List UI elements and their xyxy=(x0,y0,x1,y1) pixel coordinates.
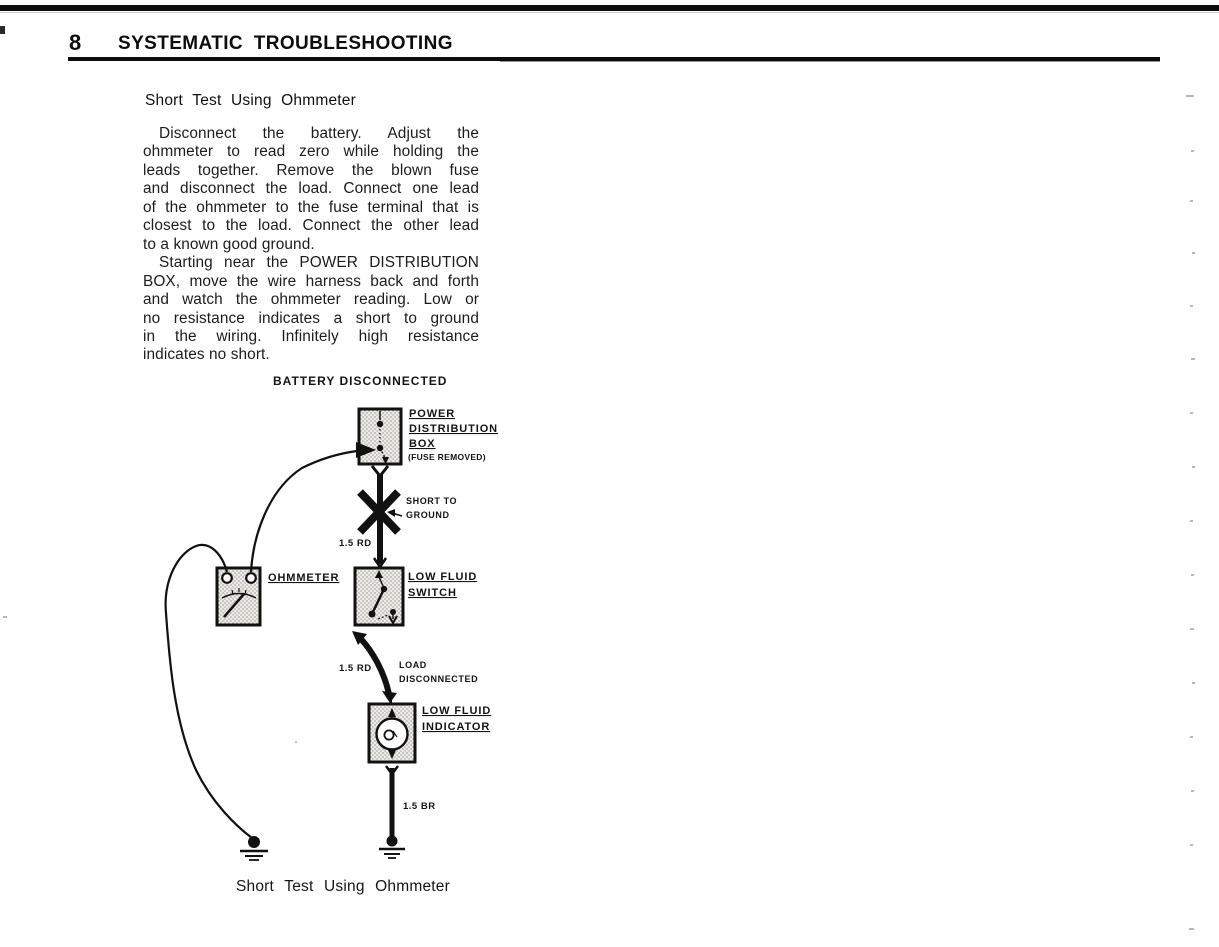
load-disconnected-label: DISCONNECTED xyxy=(399,674,479,684)
wire-label-rd-1: 1.5 RD xyxy=(339,538,372,549)
text-line: indicates no short. xyxy=(143,346,270,364)
scan-speck xyxy=(1190,200,1193,202)
text-line: no resistance indicates a short to ground xyxy=(143,309,479,327)
wire-indicator-to-ground xyxy=(386,766,398,836)
scan-speck xyxy=(3,616,7,618)
scan-speck xyxy=(1190,628,1194,630)
scan-top-border xyxy=(0,5,1219,11)
ohmmeter-terminal xyxy=(246,573,256,583)
scan-speck xyxy=(1192,682,1195,684)
text-line: of the ohmmeter to the fuse terminal that is xyxy=(143,198,479,216)
wire-label-rd-2: 1.5 RD xyxy=(339,663,372,674)
ground-symbol-left xyxy=(240,836,268,860)
page-title: SYSTEMATIC TROUBLESHOOTING xyxy=(118,33,453,54)
text-line: and disconnect the load. Connect one lead xyxy=(143,180,479,198)
scan-noise-line xyxy=(0,12,1219,13)
power-distribution-box-label: DISTRIBUTION xyxy=(409,423,499,435)
text-line: ohmmeter to read zero while holding the xyxy=(143,143,479,161)
diagram-title: BATTERY DISCONNECTED xyxy=(273,374,448,388)
low-fluid-switch-label: SWITCH xyxy=(408,587,457,599)
power-distribution-box-label: POWER xyxy=(409,408,456,420)
scan-speck xyxy=(1190,520,1193,522)
page-number: 8 xyxy=(69,30,82,55)
low-fluid-indicator xyxy=(369,698,415,762)
text-line: BOX, move the wire harness back and forth xyxy=(143,272,479,290)
fuse-removed-note: (FUSE REMOVED) xyxy=(408,452,486,462)
diagram-caption: Short Test Using Ohmmeter xyxy=(236,878,450,895)
text-line: Starting near the POWER DISTRIBUTION xyxy=(159,254,479,272)
paragraph xyxy=(143,125,479,254)
low-fluid-indicator-label: LOW FLUID xyxy=(422,705,492,717)
scan-speck xyxy=(1190,844,1193,846)
scan-speck xyxy=(1191,150,1194,152)
wire-label-br: 1.5 BR xyxy=(403,801,436,812)
section-heading: Short Test Using Ohmmeter xyxy=(145,92,356,109)
scan-speck xyxy=(1190,736,1193,738)
load-disconnected-label: LOAD xyxy=(399,660,427,670)
scan-speck xyxy=(1186,95,1194,97)
ohmmeter-terminal xyxy=(222,573,232,583)
scan-speck xyxy=(295,741,297,743)
scan-speck xyxy=(1191,574,1194,576)
low-fluid-switch-label: LOW FLUID xyxy=(408,571,478,583)
scan-edge-mark xyxy=(0,26,5,34)
text-line: leads together. Remove the blown fuse xyxy=(143,161,479,179)
power-distribution-box xyxy=(356,409,401,476)
scan-speck xyxy=(1190,412,1193,414)
ohmmeter-lead-to-fuse xyxy=(251,451,357,572)
scan-speck xyxy=(1189,928,1194,930)
short-to-ground-label: GROUND xyxy=(406,510,450,520)
body-text xyxy=(143,125,479,365)
text-line: Disconnect the battery. Adjust the xyxy=(159,125,479,142)
wiring-diagram xyxy=(150,368,510,888)
scan-speck xyxy=(1192,466,1195,468)
header-rule-tail xyxy=(500,61,1160,62)
text-line: and watch the ohmmeter reading. Low or xyxy=(143,291,479,309)
ohmmeter xyxy=(217,568,260,625)
ohmmeter-label: OHMMETER xyxy=(268,572,340,584)
scan-speck xyxy=(1191,358,1195,360)
text-line: closest to the load. Connect the other lead xyxy=(143,217,479,235)
low-fluid-switch xyxy=(355,568,403,625)
paragraph xyxy=(143,254,479,365)
low-fluid-indicator-label: INDICATOR xyxy=(422,721,491,733)
power-distribution-box-label: BOX xyxy=(409,438,436,450)
ground-symbol-right xyxy=(379,836,405,859)
scan-speck xyxy=(1192,252,1195,254)
scan-speck xyxy=(1190,305,1193,307)
text-line: in the wiring. Infinitely high resistance xyxy=(143,327,479,345)
short-to-ground-label: SHORT TO xyxy=(406,496,458,506)
text-line: to a known good ground. xyxy=(143,235,315,253)
scan-speck xyxy=(1191,790,1194,792)
